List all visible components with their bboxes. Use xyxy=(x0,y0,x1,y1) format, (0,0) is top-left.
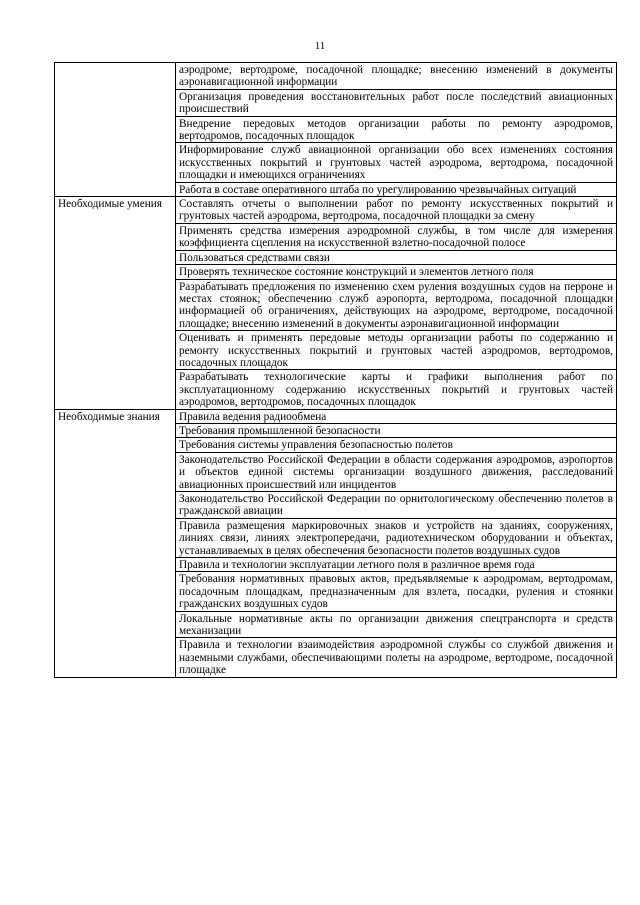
requirement-text: Пользоваться средствами связи xyxy=(179,251,330,264)
table-row xyxy=(55,63,617,90)
requirement-text: Разрабатывать предложения по изменению схем руления воздушных судов на перроне и местах стоянок; обеспечению служб аэропорта, вертодрома, посадочной площадки информацией об ограничениях, действующих на аэродроме, вертодроме, посадочной площадке; внесению изменений в документы аэронавигационной информации xyxy=(179,280,613,330)
requirement-text: аэродроме, вертодроме, посадочной площадке; внесению изменений в документы аэронавигационной информации xyxy=(179,64,613,89)
requirement-text: Правила и технологии взаимодействия аэродромной службы со службой движения и наземными службами, обеспечивающими полеты на аэродроме, вертодроме, посадочной площадке xyxy=(179,639,613,677)
requirement-text: Требования нормативных правовых актов, предъявляемые к аэродромам, вертодромам, посадочным площадкам, предназначенным для взлета, посадки, руления и стоянки гражданских воздушных судов xyxy=(179,573,613,611)
requirement-cell xyxy=(176,438,617,452)
requirement-text: Организация проведения восстановительных работ после последствий авиационных происшествий xyxy=(179,90,613,116)
requirement-cell xyxy=(176,492,617,519)
requirement-cell xyxy=(176,331,617,370)
requirement-cell xyxy=(176,611,617,638)
requirement-cell xyxy=(176,279,617,331)
requirement-cell xyxy=(176,572,617,611)
requirements-table xyxy=(54,62,617,678)
requirement-text: Составлять отчеты о выполнении работ по ремонту искусственных покрытий и грунтовых частей аэродрома, вертодрома, посадочной площадки за смену xyxy=(179,198,613,223)
requirement-text: Информирование служб авиационной организации обо всех изменениях состояния искусственных покрытий и грунтовых частей аэродрома, вертодрома, посадочной площадки и имеющихся ограничениях xyxy=(179,144,613,182)
requirement-cell xyxy=(176,182,617,196)
requirement-text: Применять средства измерения аэродромной службы, в том числе для измерения коэффициента сцепления на искусственной взлетно-посадочной полосе xyxy=(179,224,613,250)
group-label: Необходимые умения xyxy=(58,198,162,211)
requirement-text: Локальные нормативные акты по организации движения спецтранспорта и средств механизации xyxy=(179,612,613,638)
requirement-cell xyxy=(176,370,617,409)
requirement-cell xyxy=(176,265,617,279)
requirement-text: Разрабатывать технологические карты и графики выполнения работ по эксплуатационному содержанию искусственных покрытий и грунтовых частей аэродромов, вертодромов, посадочных площадок xyxy=(179,371,613,409)
requirement-text: Правила и технологии эксплуатации летного поля в различное время года xyxy=(179,559,535,572)
requirement-cell xyxy=(176,143,617,182)
group-label: Необходимые знания xyxy=(58,410,160,423)
requirement-text: Правила размещения маркировочных знаков и устройств на зданиях, сооружениях, линиях связи, линиях электропередачи, радиотехническом оборудовании и объектах, устанавливаемых в целях обеспечения безопасности полетов воздушных судов xyxy=(179,519,613,557)
requirement-cell xyxy=(176,116,617,143)
requirement-cell xyxy=(176,89,617,116)
requirement-text: Требования системы управления безопасностью полетов xyxy=(179,439,453,452)
requirement-cell xyxy=(176,452,617,491)
group-label-cell xyxy=(55,409,176,677)
requirement-cell xyxy=(176,250,617,264)
requirement-text: Проверять техническое состояние конструкций и элементов летного поля xyxy=(179,266,534,279)
page-number: 11 xyxy=(314,40,326,52)
table-row xyxy=(55,409,617,423)
requirement-cell xyxy=(176,409,617,423)
requirement-text: Оценивать и применять передовые методы организации работы по содержанию и ремонту искусственных покрытий и грунтовых частей аэродромов, вертодромов, посадочных площадок xyxy=(179,332,613,369)
requirement-cell xyxy=(176,518,617,557)
requirement-cell xyxy=(176,423,617,437)
table-row xyxy=(55,197,617,224)
requirement-text: Внедрение передовых методов организации работы по ремонту аэродромов, вертодромов, посадочных площадок xyxy=(179,117,613,143)
requirement-text: Законодательство Российской Федерации в области содержания аэродромов, аэропортов и объектов единой системы организации воздушного движения, расследований авиационных происшествий или инцидентов xyxy=(179,453,613,491)
requirement-cell xyxy=(176,63,617,90)
requirement-cell xyxy=(176,638,617,677)
requirement-text: Работа в составе оперативного штаба по урегулированию чрезвычайных ситуаций xyxy=(179,183,577,196)
requirement-cell xyxy=(176,558,617,572)
requirement-text: Требования промышленной безопасности xyxy=(179,424,381,437)
requirement-text: Законодательство Российской Федерации по орнитологическому обеспечению полетов в гражданской авиации xyxy=(179,493,613,518)
requirement-text: Правила ведения радиообмена xyxy=(179,410,327,423)
group-label-cell xyxy=(55,63,176,197)
requirement-cell xyxy=(176,223,617,250)
requirements-table-body xyxy=(55,63,617,678)
requirement-cell xyxy=(176,197,617,224)
group-label-cell xyxy=(55,197,176,410)
